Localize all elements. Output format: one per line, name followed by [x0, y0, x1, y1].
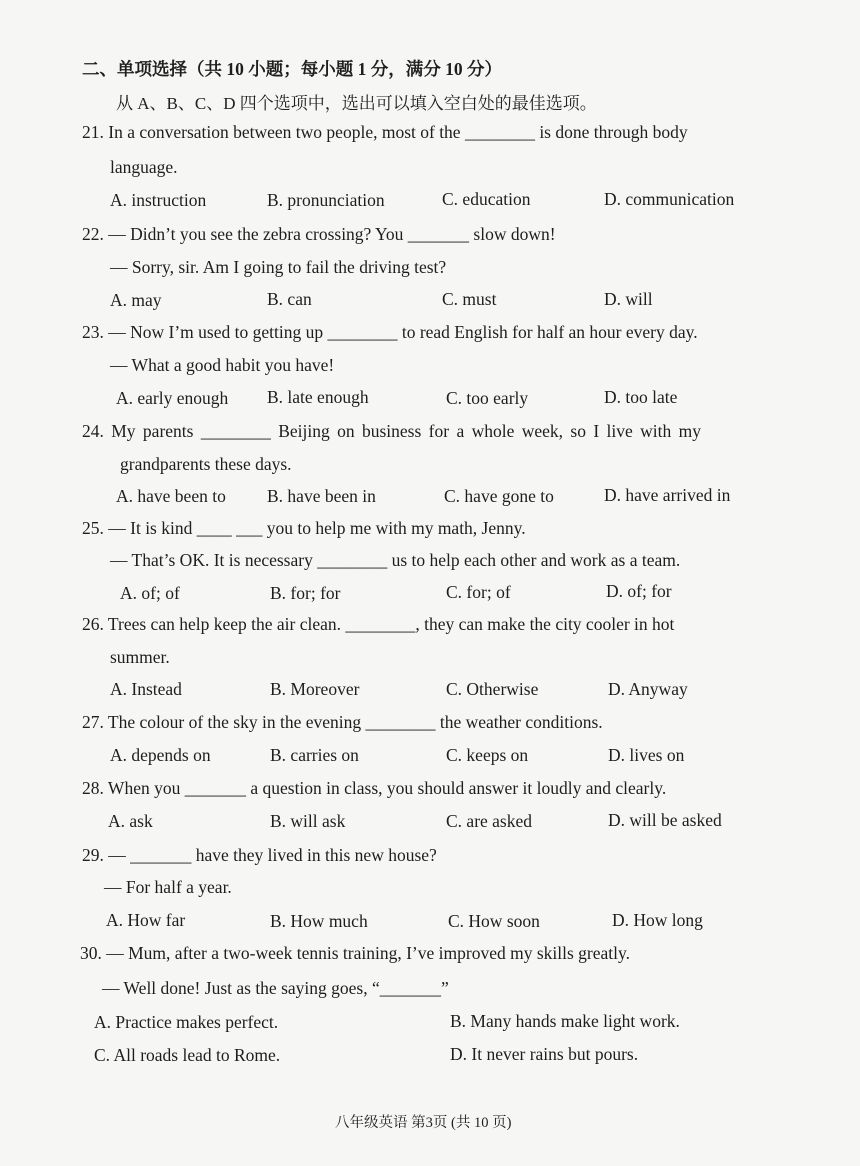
option-c: C. Otherwise: [446, 679, 539, 699]
section-title: 二、单项选择（共 10 小题；每小题 1 分，满分 10 分）: [82, 59, 502, 79]
question-stem: — For half a year.: [104, 877, 232, 897]
question-stem: 29. — _______ have they lived in this new house?: [82, 845, 437, 865]
option-b: B. have been in: [267, 486, 376, 506]
option-a: A. instruction: [110, 190, 207, 210]
option-c: C. All roads lead to Rome.: [94, 1045, 281, 1065]
option-d: D. communication: [604, 189, 735, 209]
option-d: D. Anyway: [608, 679, 688, 699]
option-d: D. How long: [612, 910, 703, 930]
option-b: B. pronunciation: [267, 190, 385, 210]
option-a: A. early enough: [116, 388, 229, 408]
option-c: C. have gone to: [444, 486, 554, 506]
option-c: C. How soon: [448, 911, 540, 931]
question-stem: grandparents these days.: [120, 454, 292, 474]
option-a: A. of; of: [120, 583, 180, 603]
section-instruction: 从 A、B、C、D 四个选项中，选出可以填入空白处的最佳选项。: [116, 94, 597, 113]
option-c: C. education: [442, 189, 531, 209]
question-stem: 30. — Mum, after a two-week tennis training, I’ve improved my skills greatly.: [80, 943, 630, 963]
question-stem: — Sorry, sir. Am I going to fail the driving test?: [110, 257, 447, 277]
option-a: A. How far: [106, 910, 186, 930]
page-footer: 八年级英语 第3页 (共 10 页): [335, 1115, 512, 1131]
option-d: D. lives on: [608, 745, 685, 765]
question-stem: language.: [110, 157, 178, 177]
question-stem: — What a good habit you have!: [110, 355, 335, 375]
option-b: B. late enough: [267, 387, 369, 407]
option-b: B. carries on: [270, 745, 359, 765]
option-a: A. Instead: [110, 679, 182, 699]
option-b: B. How much: [270, 911, 368, 931]
option-a: A. have been to: [116, 486, 226, 506]
option-c: C. keeps on: [446, 745, 529, 765]
option-a: A. ask: [108, 811, 153, 831]
question-stem: 26. Trees can help keep the air clean. ________, they can make the city cooler in hot: [82, 614, 675, 634]
question-stem: — Well done! Just as the saying goes, “_______”: [102, 978, 449, 998]
question-stem: 22. — Didn’t you see the zebra crossing? You _______ slow down!: [82, 224, 556, 244]
question-stem: 24. My parents ________ Beijing on business for a whole week, so I live with my: [82, 421, 702, 441]
option-d: D. have arrived in: [604, 485, 731, 505]
option-d: D. of; for: [606, 581, 672, 601]
option-c: C. too early: [446, 388, 529, 408]
option-d: D. It never rains but pours.: [450, 1044, 639, 1064]
option-a: A. Practice makes perfect.: [94, 1012, 279, 1032]
question-stem: 25. — It is kind ____ ___ you to help me with my math, Jenny.: [82, 518, 526, 538]
question-stem: 27. The colour of the sky in the evening ________ the weather conditions.: [82, 712, 603, 732]
option-b: B. Many hands make light work.: [450, 1011, 680, 1031]
question-stem: — That’s OK. It is necessary ________ us to help each other and work as a team.: [110, 550, 681, 570]
question-stem: summer.: [110, 647, 170, 667]
option-b: B. will ask: [270, 811, 346, 831]
option-c: C. for; of: [446, 582, 511, 602]
option-b: B. for; for: [270, 583, 341, 603]
option-d: D. will be asked: [608, 810, 722, 830]
option-c: C. must: [442, 289, 497, 309]
option-a: A. depends on: [110, 745, 211, 765]
question-stem: 28. When you _______ a question in class, you should answer it loudly and clearly.: [82, 778, 667, 798]
option-b: B. can: [267, 289, 312, 309]
question-stem: 23. — Now I’m used to getting up ________ to read English for half an hour every day.: [82, 322, 698, 342]
option-d: D. will: [604, 289, 653, 309]
option-c: C. are asked: [446, 811, 533, 831]
option-a: A. may: [110, 290, 162, 310]
option-b: B. Moreover: [270, 679, 360, 699]
option-d: D. too late: [604, 387, 678, 407]
question-stem: 21. In a conversation between two people, most of the ________ is done through body: [82, 122, 688, 142]
